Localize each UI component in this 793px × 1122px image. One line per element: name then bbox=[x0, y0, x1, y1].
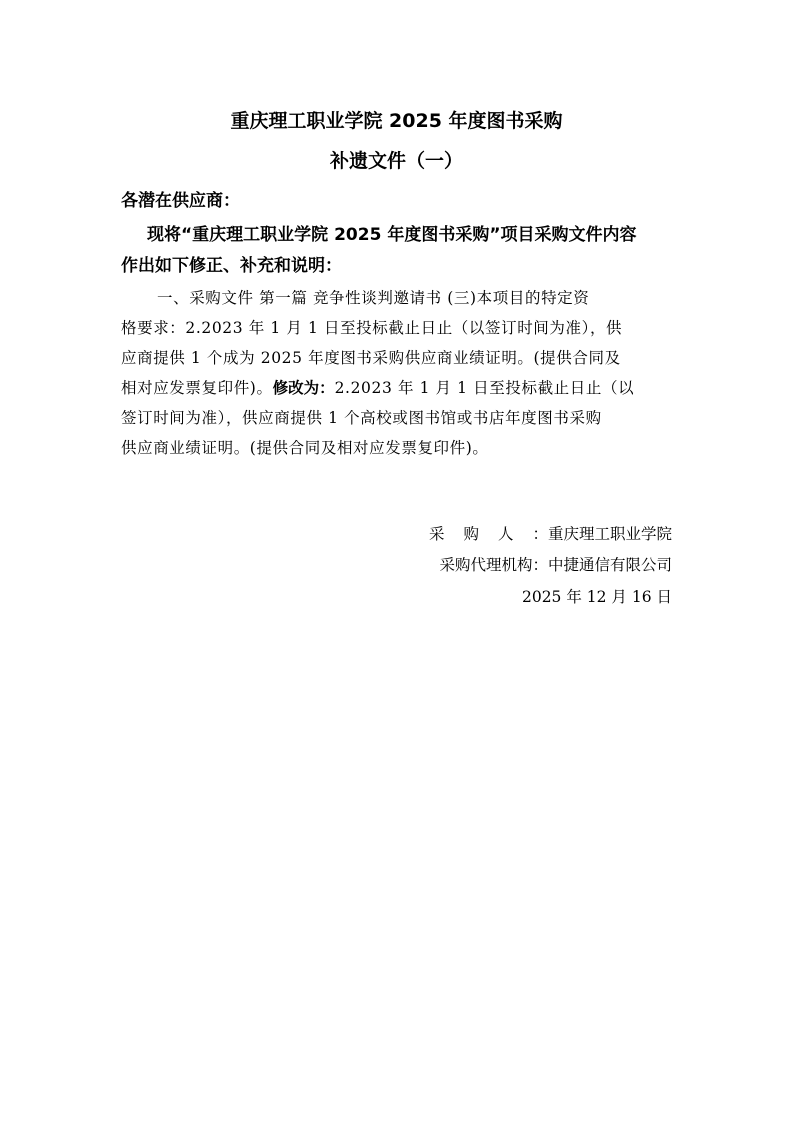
agency-name: 中捷通信有限公司 bbox=[547, 556, 672, 574]
amendment-paragraph bbox=[121, 283, 677, 463]
intro-line: 作出如下修正、补充和说明： bbox=[121, 256, 342, 276]
purchaser-name: 重庆理工职业学院 bbox=[547, 525, 672, 543]
amend-label: 修改为： bbox=[272, 379, 335, 397]
intro-paragraph bbox=[121, 220, 677, 282]
paragraph-line bbox=[121, 373, 677, 403]
paragraph-line: 供应商业绩证明。(提供合同及相对应发票复印件)。 bbox=[121, 439, 489, 457]
agency-label: 采购代理机构： bbox=[439, 556, 548, 574]
paragraph-text: 2.2023 年 1 月 1 日至投标截止日止（以 bbox=[334, 379, 635, 397]
paragraph-text: 相对应发票复印件)。 bbox=[121, 379, 273, 397]
document-date: 2025 年 12 月 16 日 bbox=[521, 588, 672, 606]
purchaser-label: 采购人 bbox=[428, 525, 533, 543]
paragraph-line: 一、采购文件 第一篇 竞争性谈判邀请书 (三)本项目的特定资 bbox=[157, 289, 590, 307]
document-title: 重庆理工职业学院 2025 年度图书采购 bbox=[230, 110, 563, 132]
salutation: 各潜在供应商： bbox=[121, 191, 240, 211]
document-subtitle: 补遗文件（一） bbox=[329, 150, 463, 172]
purchaser-line bbox=[429, 522, 672, 544]
paragraph-line: 签订时间为准），供应商提供 1 个高校或图书馆或书店年度图书采购 bbox=[121, 409, 602, 427]
intro-line: 现将“重庆理工职业学院 2025 年度图书采购”项目采购文件内容 bbox=[147, 225, 637, 245]
purchaser-colon: ： bbox=[532, 525, 548, 543]
agency-line bbox=[439, 553, 672, 575]
paragraph-line: 格要求：2.2023 年 1 月 1 日至投标截止日止（以签订时间为准），供 bbox=[121, 319, 623, 337]
paragraph-line: 应商提供 1 个成为 2025 年度图书采购供应商业绩证明。(提供合同及 bbox=[121, 349, 621, 367]
